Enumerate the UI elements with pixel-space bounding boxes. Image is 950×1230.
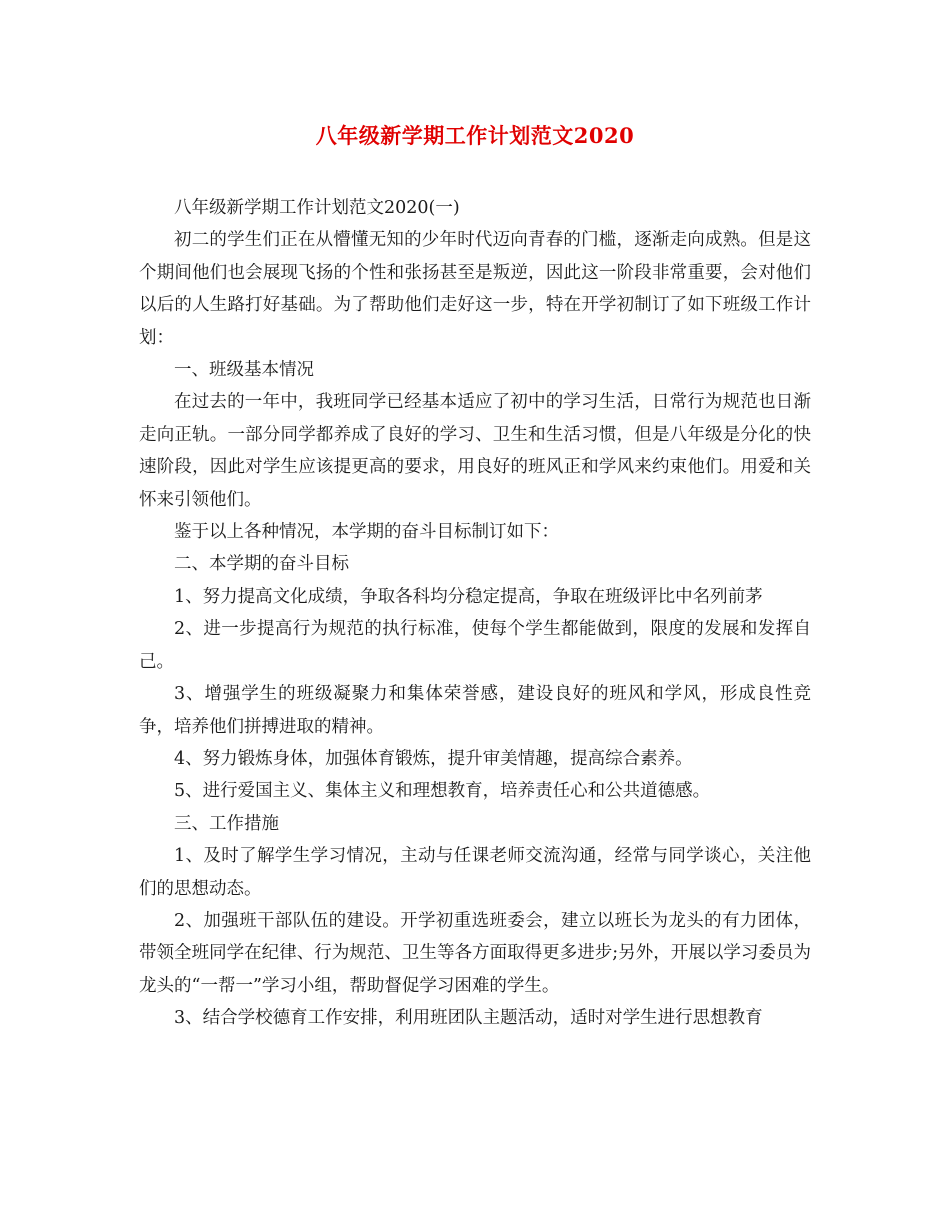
document-body <box>139 192 811 1035</box>
subtitle-paragraph: 八年级新学期工作计划范文2020(一) <box>174 198 460 218</box>
goals-lead-paragraph: 鉴于以上各种情况，本学期的奋斗目标制订如下： <box>174 522 559 543</box>
goal-item-2: 2、进一步提高行为规范的执行标准，使每个学生都能做到，限度的发展和发挥自己。 <box>139 619 811 672</box>
section-heading-measures: 三、工作措施 <box>174 813 279 834</box>
goal-item-4: 4、努力锻炼身体，加强体育锻炼，提升审美情趣，提高综合素养。 <box>174 748 693 769</box>
class-situation-paragraph: 在过去的一年中，我班同学已经基本适应了初中的学习生活，日常行为规范也日渐走向正轨。一部分同学都养成了良好的学习、卫生和生活习惯，但是八年级是分化的快速阶段，因此对学生应该提更高的要求，用良好的班风正和学风来约束他们。用爱和关怀来引领他们。 <box>139 392 811 510</box>
document-title: 八年级新学期工作计划范文2020 <box>315 123 635 148</box>
goal-item-1: 1、努力提高文化成绩，争取各科均分稳定提高，争取在班级评比中名列前茅 <box>174 586 763 607</box>
measure-item-3: 3、结合学校德育工作安排，利用班团队主题活动，适时对学生进行思想教育 <box>174 1008 763 1029</box>
section-heading-class-situation: 一、班级基本情况 <box>174 360 314 381</box>
goal-item-5: 5、进行爱国主义、集体主义和理想教育，培养责任心和公共道德感。 <box>174 781 711 802</box>
section-heading-goals: 二、本学期的奋斗目标 <box>174 554 349 575</box>
measure-item-1: 1、及时了解学生学习情况，主动与任课老师交流沟通，经常与同学谈心，关注他们的思想动态。 <box>139 846 811 899</box>
intro-paragraph: 初二的学生们正在从懵懂无知的少年时代迈向青春的门槛，逐渐走向成熟。但是这个期间他们也会展现飞扬的个性和张扬甚至是叛逆，因此这一阶段非常重要，会对他们以后的人生路打好基础。为了帮助他们走好这一步，特在开学初制订了如下班级工作计划： <box>139 230 811 348</box>
goal-item-3: 3、增强学生的班级凝聚力和集体荣誉感，建设良好的班风和学风，形成良性竞争，培养他们拼搏进取的精神。 <box>139 684 811 737</box>
measure-item-2: 2、加强班干部队伍的建设。开学初重选班委会，建立以班长为龙头的有力团体，带领全班同学在纪律、行为规范、卫生等各方面取得更多进步;另外，开展以学习委员为龙头的“一帮一”学习小组，帮助督促学习困难的学生。 <box>139 910 811 996</box>
